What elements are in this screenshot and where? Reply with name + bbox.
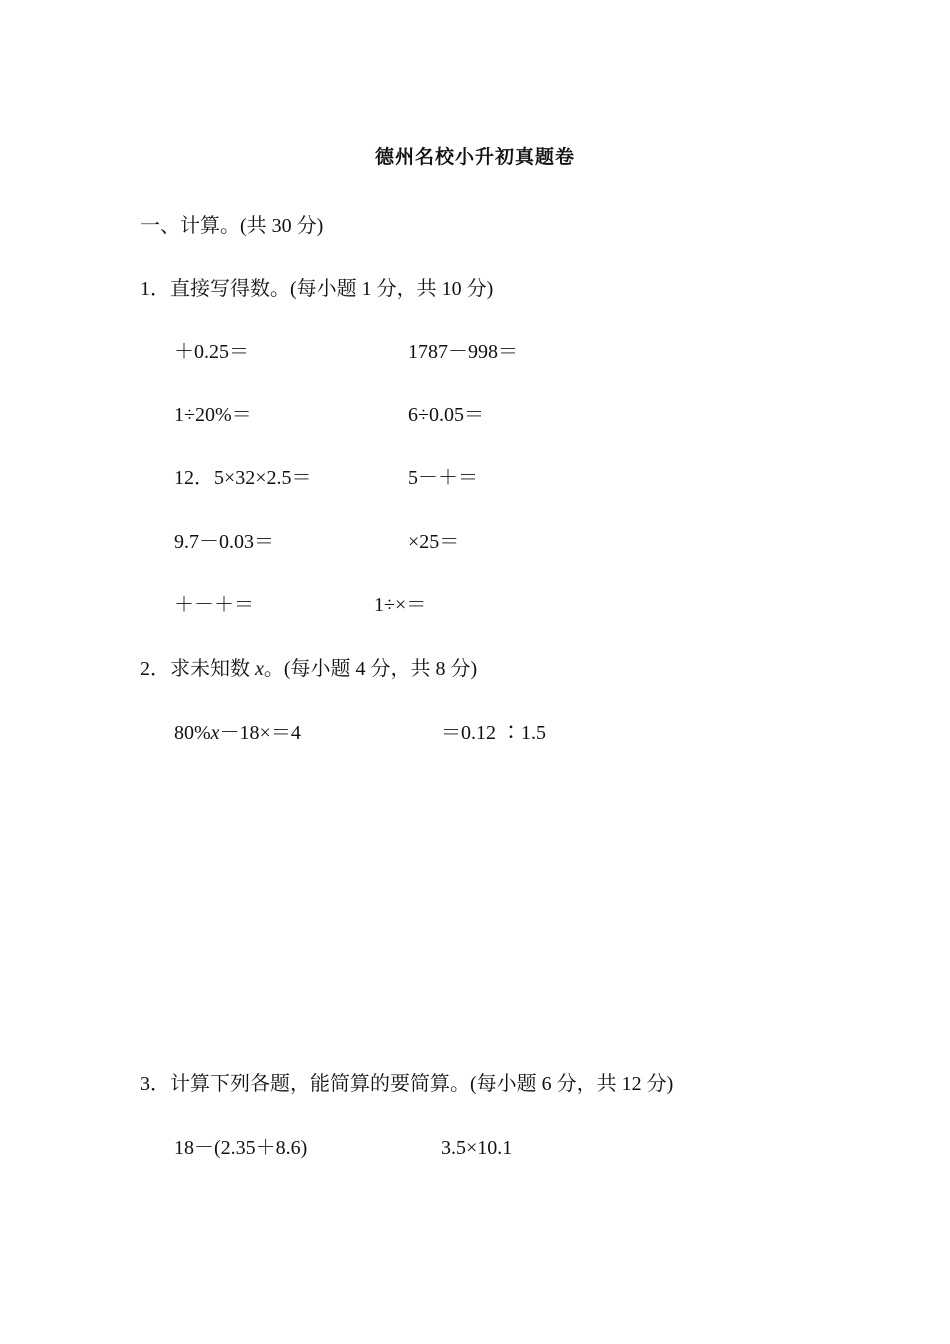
q1-row2-right: 6÷0.05＝ [408,404,484,426]
q1-row1-right: 1787－998＝ [408,341,518,363]
q2-equation-2: ＝0.12 ∶1.5 [441,722,546,744]
q3-expression-2: 3.5×10.1 [441,1137,513,1159]
question-3-heading: 3．计算下列各题，能简算的要简算。(每小题 6 分，共 12 分) [140,1073,674,1095]
q1-row1-left: ＋0.25＝ [174,341,249,363]
q2-heading-post: 。(每小题 4 分，共 8 分) [263,658,478,680]
q1-row5-right: 1÷×＝ [374,594,427,616]
q1-row5-left: ＋－＋＝ [174,594,254,616]
q2-eq1-post: －18×＝4 [219,722,301,744]
q1-row3-right: 5－＋＝ [408,467,478,489]
q1-row3-left: 12．5×32×2.5＝ [174,467,312,489]
page-title: 德州名校小升初真题卷 [374,146,575,168]
q2-eq1-pre: 80% [174,722,211,744]
question-1-heading: 1．直接写得数。(每小题 1 分，共 10 分) [140,278,494,300]
q2-eq1-variable: x [210,722,220,744]
q1-row2-left: 1÷20%＝ [174,404,252,426]
question-2-heading [140,657,477,681]
q2-heading-pre: 2．求未知数 [140,658,255,680]
q3-expression-1: 18－(2.35＋8.6) [174,1137,308,1159]
section-heading: 一、计算。(共 30 分) [140,215,324,237]
q1-row4-left: 9.7－0.03＝ [174,531,274,553]
q2-heading-variable: x [255,658,264,680]
q1-row4-right: ×25＝ [408,531,460,553]
q2-equation-1 [174,721,301,745]
